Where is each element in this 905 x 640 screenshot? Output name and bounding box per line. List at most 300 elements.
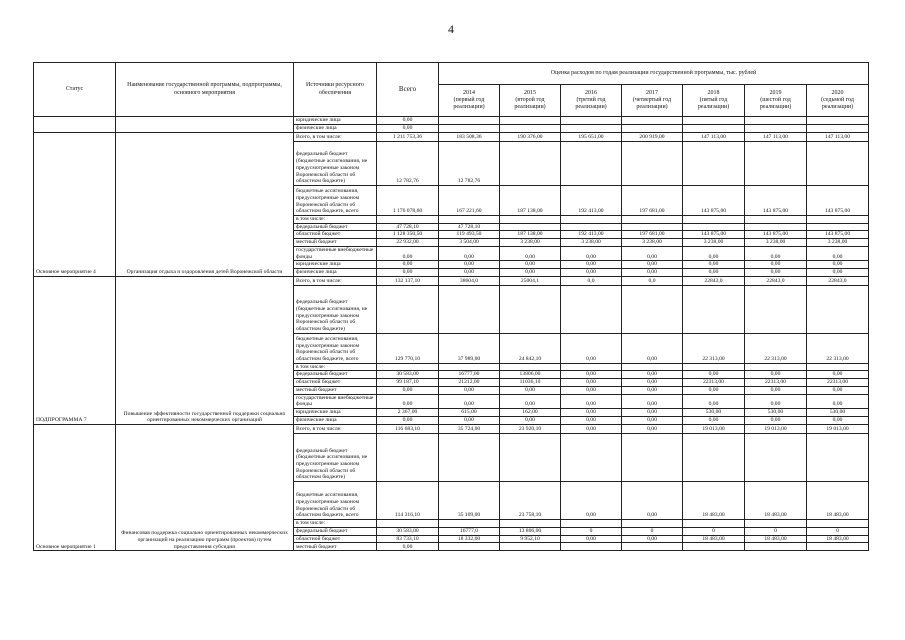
row-status	[34, 117, 116, 133]
year-value-cell: 22 313,00	[683, 333, 745, 363]
year-value-cell	[807, 117, 869, 125]
year-value-cell	[622, 142, 683, 186]
year-value-cell: 18 483,00	[683, 535, 745, 543]
year-sublabel: (первый год реализации)	[453, 96, 485, 111]
year-value-cell	[561, 216, 622, 224]
year-value-cell	[745, 434, 807, 482]
year-value-cell: 530,00	[683, 409, 745, 417]
year-value-cell: 22843,0	[807, 276, 869, 285]
year-value-cell: 0,00	[500, 417, 561, 425]
source-cell: федеральный бюджет (бюджетные ассигнования, не предусмотренные законом Воронежской области об областном бюджете)	[294, 142, 377, 186]
year-value-cell	[807, 223, 869, 231]
year-value-cell: 0,00	[500, 386, 561, 394]
year-value-cell: 35 109,00	[439, 482, 500, 520]
year-value-cell	[622, 543, 683, 551]
total-cell: 2 367,00	[377, 409, 439, 417]
header-year-2015	[500, 85, 561, 117]
year-value-cell: 192 413,00	[561, 186, 622, 216]
year-value-cell	[439, 125, 500, 133]
year-value-cell	[439, 434, 500, 482]
year-value-cell: 3 504,00	[439, 239, 500, 247]
year-value-cell: 0,00	[500, 268, 561, 276]
year-value-cell: 0,00	[683, 268, 745, 276]
year-sublabel: (третий год реализации)	[575, 96, 607, 111]
year-value-cell	[439, 117, 500, 125]
year-value-cell: 3 238,00	[561, 239, 622, 247]
year-value-cell	[500, 520, 561, 528]
year-value-cell: 22 313,00	[745, 333, 807, 363]
total-cell: 99 187,10	[377, 379, 439, 387]
year-value-cell: 3 238,00	[807, 239, 869, 247]
year-value-cell	[622, 363, 683, 371]
year-value-cell: 143 875,00	[745, 186, 807, 216]
year-value-cell	[622, 434, 683, 482]
total-cell: 30 583,00	[377, 527, 439, 535]
source-cell: государственные внебюджетные фонды	[294, 394, 377, 408]
year-value-cell	[807, 125, 869, 133]
year-value-cell	[745, 117, 807, 125]
year-value-cell: 0,00	[561, 379, 622, 387]
source-cell: бюджетные ассигнования, предусмотренные законом Воронежской области об областном бюджете, всего	[294, 333, 377, 363]
year-value-cell	[745, 223, 807, 231]
source-cell: физические лица	[294, 417, 377, 425]
year-value-cell: 18 483,00	[745, 535, 807, 543]
year-value-cell: 35 724,00	[439, 425, 500, 434]
total-cell: 129 770,10	[377, 333, 439, 363]
year-value-cell	[439, 363, 500, 371]
year-value-cell: 23 920,10	[500, 425, 561, 434]
total-cell: 0,00	[377, 268, 439, 276]
year-value-cell: 18 483,00	[807, 482, 869, 520]
source-cell: Всего, в том числе:	[294, 133, 377, 142]
source-cell: местный бюджет	[294, 543, 377, 551]
year-value-cell: 0,00	[745, 417, 807, 425]
year-value-cell: 0,00	[561, 268, 622, 276]
year-value-cell: 13806,00	[500, 371, 561, 379]
header-name: Наименование государственной программы, подпрограммы, основного мероприятия	[116, 63, 294, 117]
source-cell: физические лица	[294, 125, 377, 133]
source-cell: бюджетные ассигнования, предусмотренные законом Воронежской области об областном бюджете, всего	[294, 186, 377, 216]
year-label: 2015	[524, 89, 536, 96]
year-value-cell: 0,0	[622, 276, 683, 285]
year-value-cell: 187 138,00	[500, 231, 561, 239]
year-value-cell	[807, 285, 869, 333]
year-value-cell: 0	[622, 527, 683, 535]
table-row	[34, 276, 869, 285]
year-value-cell: 143 875,00	[807, 186, 869, 216]
year-value-cell	[683, 520, 745, 528]
year-value-cell	[561, 285, 622, 333]
year-value-cell: 0,0	[561, 276, 622, 285]
year-value-cell	[500, 117, 561, 125]
year-value-cell: 0,00	[683, 371, 745, 379]
year-value-cell: 0,00	[622, 394, 683, 408]
total-cell: 0,00	[377, 117, 439, 125]
year-value-cell	[622, 125, 683, 133]
year-value-cell: 23 758,10	[500, 482, 561, 520]
year-label: 2018	[707, 89, 720, 96]
total-cell: 1 176 078,60	[377, 186, 439, 216]
source-cell: в том числе:	[294, 520, 377, 528]
year-value-cell: 0,00	[439, 261, 500, 269]
total-cell: 1 211 753,36	[377, 133, 439, 142]
source-cell: юридические лица	[294, 117, 377, 125]
year-value-cell: 0,00	[561, 261, 622, 269]
year-value-cell: 0,00	[622, 425, 683, 434]
year-value-cell	[500, 142, 561, 186]
year-value-cell: 22313,00	[745, 379, 807, 387]
row-name	[116, 117, 294, 133]
source-cell: федеральный бюджет	[294, 223, 377, 231]
table-row	[34, 133, 869, 142]
year-value-cell	[500, 216, 561, 224]
year-value-cell	[561, 223, 622, 231]
year-label: 2017	[646, 89, 658, 96]
total-cell	[377, 285, 439, 333]
year-value-cell	[561, 117, 622, 125]
year-value-cell: 147 113,00	[807, 133, 869, 142]
year-label: 2016	[585, 89, 597, 96]
year-value-cell: 0,00	[622, 386, 683, 394]
year-value-cell: 0,00	[622, 333, 683, 363]
year-value-cell	[683, 285, 745, 333]
total-cell: 0,00	[377, 543, 439, 551]
year-value-cell: 18 483,00	[745, 482, 807, 520]
year-value-cell: 143 875,00	[807, 231, 869, 239]
year-value-cell: 195 651,00	[561, 133, 622, 142]
year-value-cell: 0,00	[439, 417, 500, 425]
year-value-cell	[622, 117, 683, 125]
year-value-cell: 0,00	[683, 246, 745, 260]
year-value-cell: 0,00	[622, 482, 683, 520]
total-cell	[377, 434, 439, 482]
year-value-cell: 0,00	[561, 535, 622, 543]
year-value-cell: 0,00	[745, 268, 807, 276]
year-value-cell	[683, 434, 745, 482]
year-value-cell	[561, 543, 622, 551]
year-value-cell	[500, 434, 561, 482]
total-cell: 12 782,76	[377, 142, 439, 186]
year-value-cell	[439, 216, 500, 224]
year-value-cell: 3 238,00	[745, 239, 807, 247]
year-value-cell	[561, 434, 622, 482]
year-value-cell	[807, 520, 869, 528]
year-value-cell: 0,00	[439, 268, 500, 276]
year-value-cell: 0	[807, 527, 869, 535]
year-value-cell: 147 113,00	[745, 133, 807, 142]
year-value-cell: 21212,00	[439, 379, 500, 387]
year-value-cell: 19 013,00	[807, 425, 869, 434]
year-value-cell	[745, 543, 807, 551]
budget-table	[33, 62, 869, 551]
year-value-cell: 25004,1	[500, 276, 561, 285]
total-cell: 0,00	[377, 394, 439, 408]
year-value-cell	[745, 520, 807, 528]
year-value-cell	[683, 543, 745, 551]
year-value-cell: 143 875,00	[683, 231, 745, 239]
year-value-cell: 0,00	[561, 333, 622, 363]
page-number: 4	[448, 22, 454, 36]
year-value-cell	[807, 363, 869, 371]
year-value-cell	[807, 434, 869, 482]
row-name: Финансовая поддержка социально ориентированных некоммерческих организаций на реализацию программ (проектов) путем предоставления субсидии	[116, 425, 294, 551]
header-estimate: Оценка расходов по годам реализации государственной программы, тыс. рублей	[439, 63, 869, 85]
year-value-cell: 37 989,00	[439, 333, 500, 363]
year-value-cell: 0,00	[561, 409, 622, 417]
year-label: 2014	[463, 89, 475, 96]
year-value-cell: 0,00	[745, 386, 807, 394]
year-value-cell: 200 919,00	[622, 133, 683, 142]
header-source: Источники ресурсного обеспечения	[294, 63, 377, 117]
year-value-cell: 0,00	[561, 425, 622, 434]
row-name: Повышение эффективности государственной поддержки социально ориентированных некоммерческих организаций	[116, 276, 294, 425]
year-value-cell: 16777,00	[439, 371, 500, 379]
total-cell: 22 932,00	[377, 239, 439, 247]
year-value-cell: 0,00	[807, 417, 869, 425]
source-cell: федеральный бюджет	[294, 527, 377, 535]
year-value-cell: 0,00	[622, 535, 683, 543]
source-cell: Всего, в том числе:	[294, 425, 377, 434]
year-value-cell	[683, 117, 745, 125]
row-status: Основное мероприятие 4	[34, 133, 116, 277]
year-value-cell	[745, 142, 807, 186]
year-value-cell: 0,00	[683, 386, 745, 394]
total-cell: 132 137,10	[377, 276, 439, 285]
source-cell: местный бюджет	[294, 386, 377, 394]
year-value-cell: 162,00	[500, 409, 561, 417]
total-cell: 116 683,10	[377, 425, 439, 434]
year-value-cell	[439, 285, 500, 333]
year-value-cell: 167 221,60	[439, 186, 500, 216]
year-value-cell: 0,00	[622, 246, 683, 260]
total-cell: 83 733,10	[377, 535, 439, 543]
total-cell	[377, 520, 439, 528]
row-status: Основное мероприятие 1	[34, 425, 116, 551]
year-value-cell: 0,00	[561, 371, 622, 379]
total-cell: 30 583,00	[377, 371, 439, 379]
source-cell: юридические лица	[294, 409, 377, 417]
source-cell: в том числе:	[294, 363, 377, 371]
year-value-cell: 0,00	[622, 409, 683, 417]
year-value-cell: 615,00	[439, 409, 500, 417]
year-sublabel: (шестой год реализации)	[759, 96, 792, 111]
year-value-cell: 24 842,10	[500, 333, 561, 363]
year-value-cell: 197 681,00	[622, 186, 683, 216]
year-value-cell: 190 376,00	[500, 133, 561, 142]
year-value-cell	[500, 285, 561, 333]
year-value-cell	[745, 216, 807, 224]
header-year-2016	[561, 85, 622, 117]
year-value-cell: 0,00	[683, 261, 745, 269]
year-value-cell	[622, 520, 683, 528]
year-value-cell: 183 508,36	[439, 133, 500, 142]
year-value-cell: 22313,00	[683, 379, 745, 387]
total-cell: 0,00	[377, 125, 439, 133]
year-value-cell: 3 238,00	[622, 239, 683, 247]
year-value-cell: 0,00	[807, 261, 869, 269]
table-row	[34, 425, 869, 434]
year-value-cell: 0,00	[561, 394, 622, 408]
source-cell: бюджетные ассигнования, предусмотренные законом Воронежской области об областном бюджете, всего	[294, 482, 377, 520]
year-value-cell	[622, 223, 683, 231]
year-sublabel: (второй год реализации)	[514, 96, 546, 111]
year-value-cell: 0,00	[622, 261, 683, 269]
source-cell: местный бюджет	[294, 239, 377, 247]
header-year-2014	[439, 85, 500, 117]
year-value-cell: 143 875,00	[683, 186, 745, 216]
year-value-cell: 0,00	[622, 379, 683, 387]
year-value-cell: 0,00	[807, 386, 869, 394]
source-cell: федеральный бюджет (бюджетные ассигнования, не предусмотренные законом Воронежской области об областном бюджете)	[294, 434, 377, 482]
year-value-cell: 47 728,10	[439, 223, 500, 231]
year-value-cell: 0,00	[807, 268, 869, 276]
year-sublabel: (четвертый год реализации)	[632, 96, 672, 111]
header-status: Статус	[34, 63, 116, 117]
year-value-cell: 0	[745, 527, 807, 535]
year-value-cell: 0,00	[807, 394, 869, 408]
year-value-cell: 0,00	[439, 246, 500, 260]
source-cell: физические лица	[294, 268, 377, 276]
total-cell: 1 128 350,50	[377, 231, 439, 239]
source-cell: областной бюджет	[294, 379, 377, 387]
row-status: ПОДПРОГРАММА 7	[34, 276, 116, 425]
year-value-cell: 0,00	[439, 386, 500, 394]
header-year-2017	[622, 85, 683, 117]
year-value-cell: 22 313,00	[807, 333, 869, 363]
year-value-cell: 19 013,00	[683, 425, 745, 434]
year-value-cell: 0,00	[439, 394, 500, 408]
year-value-cell	[500, 363, 561, 371]
year-value-cell: 18 332,00	[439, 535, 500, 543]
year-value-cell: 0,00	[622, 371, 683, 379]
year-value-cell	[500, 125, 561, 133]
year-value-cell: 38604,0	[439, 276, 500, 285]
year-value-cell: 0,00	[561, 482, 622, 520]
year-value-cell: 0,00	[745, 261, 807, 269]
source-cell: юридические лица	[294, 261, 377, 269]
total-cell	[377, 216, 439, 224]
table-row	[34, 117, 869, 125]
year-value-cell	[683, 223, 745, 231]
total-cell: 0,00	[377, 261, 439, 269]
total-cell: 47 728,10	[377, 223, 439, 231]
source-cell: Всего, в том числе:	[294, 276, 377, 285]
total-cell: 114 316,10	[377, 482, 439, 520]
year-value-cell	[500, 543, 561, 551]
year-value-cell	[622, 216, 683, 224]
year-value-cell: 18 483,00	[683, 482, 745, 520]
row-name: Организация отдыха и оздоровления детей Воронежской области	[116, 133, 294, 277]
year-value-cell: 3 238,00	[500, 239, 561, 247]
year-value-cell: 0,00	[561, 417, 622, 425]
year-sublabel: (пятый год реализации)	[697, 96, 730, 111]
year-value-cell: 0,00	[561, 386, 622, 394]
year-value-cell: 187 138,00	[500, 186, 561, 216]
header-year-2020	[807, 85, 869, 117]
year-value-cell	[500, 223, 561, 231]
year-value-cell	[561, 363, 622, 371]
header-year-2019	[745, 85, 807, 117]
year-value-cell: 147 113,00	[683, 133, 745, 142]
year-value-cell	[807, 142, 869, 186]
year-value-cell: 197 681,00	[622, 231, 683, 239]
total-cell: 0,00	[377, 246, 439, 260]
year-value-cell: 0,00	[745, 371, 807, 379]
total-cell: 0,00	[377, 417, 439, 425]
year-value-cell	[439, 520, 500, 528]
source-cell: федеральный бюджет	[294, 371, 377, 379]
year-value-cell: 192 413,00	[561, 231, 622, 239]
year-value-cell	[683, 125, 745, 133]
year-value-cell	[745, 285, 807, 333]
year-value-cell	[745, 363, 807, 371]
year-value-cell: 143 875,00	[745, 231, 807, 239]
source-cell: областной бюджет	[294, 535, 377, 543]
year-value-cell: 0	[561, 527, 622, 535]
year-value-cell	[807, 216, 869, 224]
year-value-cell: 0,00	[500, 394, 561, 408]
year-value-cell	[561, 520, 622, 528]
year-value-cell: 22843,0	[683, 276, 745, 285]
total-cell: 0,00	[377, 386, 439, 394]
total-cell	[377, 363, 439, 371]
year-value-cell	[561, 142, 622, 186]
year-value-cell: 0,00	[500, 246, 561, 260]
year-value-cell: 18 483,00	[807, 535, 869, 543]
year-value-cell	[807, 543, 869, 551]
year-value-cell: 0,00	[807, 246, 869, 260]
year-value-cell	[745, 125, 807, 133]
year-value-cell	[683, 216, 745, 224]
year-value-cell	[683, 142, 745, 186]
year-value-cell: 119 493,50	[439, 231, 500, 239]
source-cell: федеральный бюджет (бюджетные ассигнования, не предусмотренные законом Воронежской области об областном бюджете)	[294, 285, 377, 333]
year-value-cell: 11036,10	[500, 379, 561, 387]
year-value-cell	[561, 125, 622, 133]
year-value-cell: 0,00	[807, 371, 869, 379]
year-value-cell: 0,00	[622, 268, 683, 276]
year-value-cell: 0,00	[683, 417, 745, 425]
source-cell: областной бюджет	[294, 231, 377, 239]
year-value-cell: 0,00	[683, 394, 745, 408]
year-value-cell: 22313,00	[807, 379, 869, 387]
header-year-2018	[683, 85, 745, 117]
year-value-cell: 12 782,76	[439, 142, 500, 186]
source-cell: в том числе:	[294, 216, 377, 224]
year-value-cell: 19 013,00	[745, 425, 807, 434]
year-value-cell: 0,00	[622, 417, 683, 425]
year-value-cell	[683, 363, 745, 371]
year-sublabel: (седьмой год реализации)	[821, 96, 854, 111]
year-value-cell: 530,00	[807, 409, 869, 417]
year-value-cell: 13 806,00	[500, 527, 561, 535]
year-value-cell: 0	[683, 527, 745, 535]
year-value-cell: 0,00	[745, 394, 807, 408]
year-label: 2020	[831, 89, 844, 96]
year-value-cell: 530,00	[745, 409, 807, 417]
year-value-cell: 3 238,00	[683, 239, 745, 247]
year-value-cell: 9 952,10	[500, 535, 561, 543]
year-value-cell: 22843,0	[745, 276, 807, 285]
year-value-cell: 0,00	[561, 246, 622, 260]
year-label: 2019	[769, 89, 782, 96]
year-value-cell: 0,00	[500, 261, 561, 269]
year-value-cell	[622, 285, 683, 333]
year-value-cell	[439, 543, 500, 551]
year-value-cell: 16777,0	[439, 527, 500, 535]
year-value-cell: 0,00	[745, 246, 807, 260]
source-cell: государственные внебюджетные фонды	[294, 246, 377, 260]
